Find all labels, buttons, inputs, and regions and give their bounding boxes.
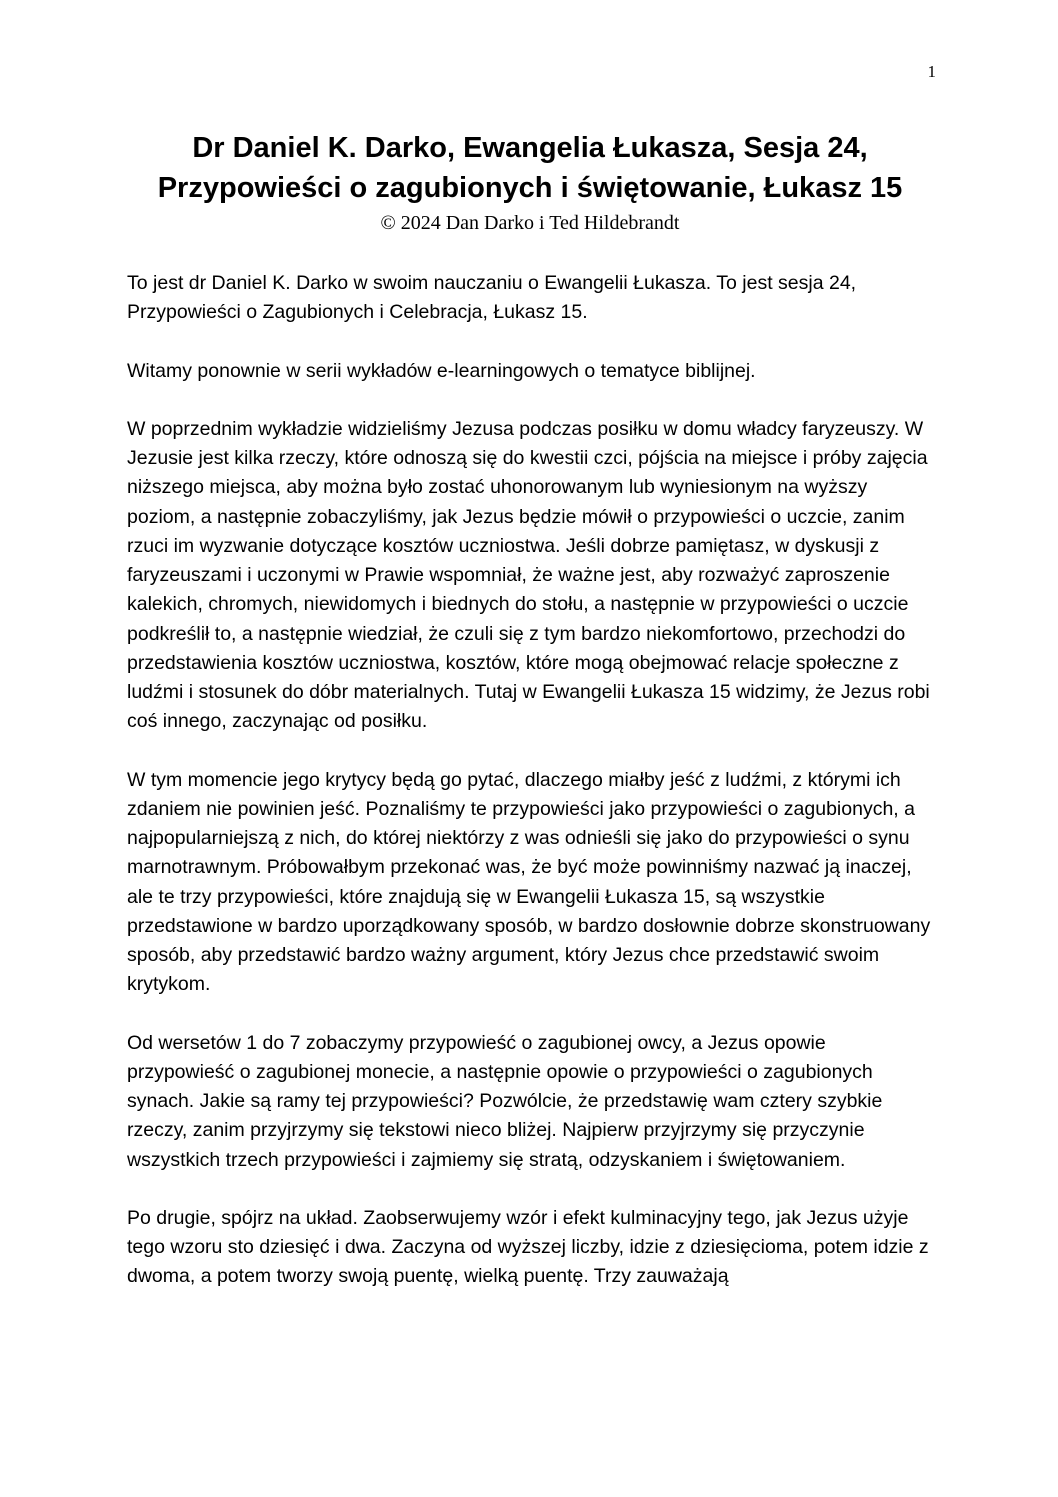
paragraph: Po drugie, spójrz na układ. Zaobserwujemy wzór i efekt kulminacyjny tego, jak Jezus użyje tego wzoru sto dziesięć i dwa. Zaczyna od wyższej liczby, idzie z dziesięcioma, potem idzie z dwoma, a potem tworzy swoją puentę, wielką puentę. Trzy zauważają [127, 1206, 929, 1288]
paragraph: To jest dr Daniel K. Darko w swoim nauczaniu o Ewangelii Łukasza. To jest sesja 24, Przypowieści o Zagubionych i Celebracja, Łukasz 15. [127, 272, 857, 324]
document-content [127, 128, 933, 1292]
paragraph: W tym momencie jego krytycy będą go pytać, dlaczego miałby jeść z ludźmi, z którymi ich zdaniem nie powinien jeść. Poznaliśmy te przypowieści jako przypowieści o zagubionych, a najpopularniejszą z nich, do której niektórzy z was odnieśli się jako do przypowieści o synu marnotrawnym. Próbowałbym przekonać was, że być może powinniśmy nazwać ją inaczej, ale te trzy przypowieści, które znajdują się w Ewangelii Łukasza 15, są wszystkie przedstawione w bardzo uporządkowany sposób, w bardzo dosłownie dobrze skonstruowany sposób, aby przedstawić bardzo ważny argument, który Jezus chce przedstawić swoim krytykom. [127, 768, 931, 996]
copyright-line: © 2024 Dan Darko i Ted Hildebrandt [380, 212, 680, 235]
document-title: Dr Daniel K. Darko, Ewangelia Łukasza, Sesja 24, Przypowieści o zagubionych i świętowanie, Łukasz 15 [157, 132, 903, 205]
paragraph: Od wersetów 1 do 7 zobaczymy przypowieść o zagubionej owcy, a Jezus opowie przypowieść o zagubionej monecie, a następnie opowie o przypowieści o zagubionych synach. Jakie są ramy tej przypowieści? Pozwólcie, że przedstawię wam cztery szybkie rzeczy, zanim przyjrzymy się tekstowi nieco bliżej. Najpierw przyjrzymy się przyczynie wszystkich trzech przypowieści i zajmiemy się stratą, odzyskaniem i świętowaniem. [127, 1031, 883, 1171]
body-text [127, 269, 933, 1292]
paragraph: W poprzednim wykładzie widzieliśmy Jezusa podczas posiłku w domu władcy faryzeuszy. W Jezusie jest kilka rzeczy, które odnoszą się do kwestii czci, pójścia na miejsce i próby zajęcia niższego miejsca, aby można było zostać uhonorowanym lub wyniesionym na wyższy poziom, a następnie zobaczyliśmy, jak Jezus będzie mówił o przypowieści o uczcie, zanim rzuci im wyzwanie dotyczące kosztów uczniostwa. Jeśli dobrze pamiętasz, w dyskusji z faryzeuszami i uczonymi w Prawie wspomniał, że ważne jest, aby rozważyć zaproszenie kalekich, chromych, niewidomych i biednych do stołu, a następnie w przypowieści o uczcie podkreślił to, a następnie wiedział, że czuli się z tym bardzo niekomfortowo, przechodzi do przedstawienia kosztów uczniostwa, kosztów, które mogą obejmować relacje społeczne z ludźmi i stosunek do dóbr materialnych. Tutaj w Ewangelii Łukasza 15 widzimy, że Jezus robi coś innego, zaczynając od posiłku. [127, 417, 930, 733]
page-number: 1 [927, 62, 936, 81]
paragraph: Witamy ponownie w serii wykładów e-learningowych o tematyce biblijnej. [127, 359, 756, 382]
